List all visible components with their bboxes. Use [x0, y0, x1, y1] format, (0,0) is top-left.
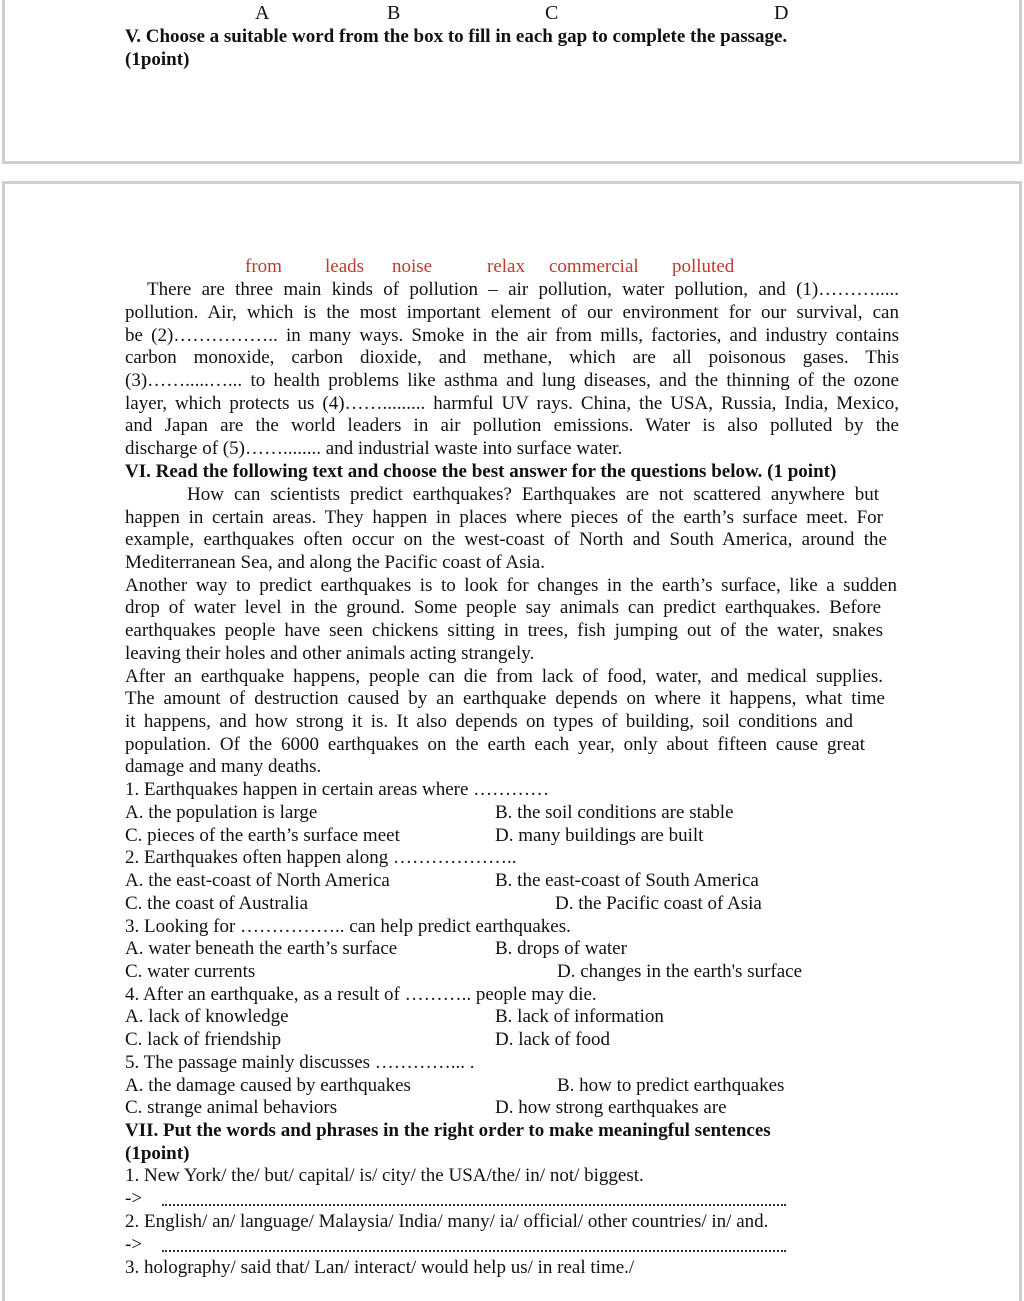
- answer-option[interactable]: B. the east-coast of South America: [495, 870, 759, 891]
- option-letter-c: C: [545, 2, 559, 24]
- answer-option[interactable]: C. pieces of the earth’s surface meet: [125, 825, 400, 846]
- answer-option[interactable]: A. the damage caused by earthquakes: [125, 1075, 411, 1096]
- reading-line: The amount of destruction caused by an earthquake depends on where it happens, what time: [125, 688, 885, 709]
- passage-line: be (2)…………….. in many ways. Smoke in the air from mills, factories, and industry contains: [125, 325, 899, 346]
- reading-line: example, earthquakes often occur on the west-coast of North and South America, around the: [125, 529, 887, 550]
- question-1: 1. Earthquakes happen in certain areas where …………: [125, 779, 550, 800]
- answer-option[interactable]: C. water currents: [125, 961, 256, 982]
- section-6-title: VI. Read the following text and choose the best answer for the questions below. (1 point): [125, 461, 837, 482]
- word-option: commercial: [549, 256, 639, 277]
- answer-option[interactable]: A. lack of knowledge: [125, 1006, 289, 1027]
- question-4: 4. After an earthquake, as a result of ……….. people may die.: [125, 984, 597, 1005]
- reading-line: earthquakes people have seen chickens sitting in trees, fish jumping out of the water, snakes: [125, 620, 883, 641]
- reading-line: population. Of the 6000 earthquakes on the earth each year, only about fifteen cause great: [125, 734, 865, 755]
- answer-option[interactable]: D. how strong earthquakes are: [495, 1097, 727, 1118]
- reading-line: After an earthquake happens, people can die from lack of food, water, and medical supplies.: [125, 666, 883, 687]
- reading-line: drop of water level in the ground. Some people say animals can predict earthquakes. Before: [125, 597, 881, 618]
- answer-option[interactable]: B. the soil conditions are stable: [495, 802, 734, 823]
- passage-line: (3)…….....…... to health problems like asthma and lung diseases, and the thinning of the ozone: [125, 370, 899, 391]
- passage-line: and Japan are the world leaders in air pollution emissions. Water is also polluted by the: [125, 415, 899, 436]
- answer-option[interactable]: B. lack of information: [495, 1006, 664, 1027]
- answer-option[interactable]: C. lack of friendship: [125, 1029, 282, 1050]
- passage-line: carbon monoxide, carbon dioxide, and methane, which are all poisonous gases. This: [125, 347, 899, 368]
- answer-option[interactable]: C. the coast of Australia: [125, 893, 309, 914]
- reorder-prompt: 1. New York/ the/ but/ capital/ is/ city/ the USA/the/ in/ not/ biggest.: [125, 1165, 644, 1186]
- word-option: polluted: [672, 256, 735, 277]
- reading-line: Another way to predict earthquakes is to look for changes in the earth’s surface, like a sudden: [125, 575, 897, 596]
- reorder-prompt: 2. English/ an/ language/ Malaysia/ India/ many/ ia/ official/ other countries/ in/ and.: [125, 1211, 769, 1232]
- reading-line: happen in certain areas. They happen in places where pieces of the earth’s surface meet. For: [125, 507, 883, 528]
- reading-line: it happens, and how strong it is. It also depends on types of building, soil conditions and: [125, 711, 853, 732]
- answer-option[interactable]: B. how to predict earthquakes: [557, 1075, 785, 1096]
- reorder-prompt: 3. holography/ said that/ Lan/ interact/ would help us/ in real time./: [125, 1257, 635, 1278]
- reading-line: damage and many deaths.: [125, 756, 322, 777]
- answer-option[interactable]: A. the population is large: [125, 802, 318, 823]
- question-2: 2. Earthquakes often happen along ………………..: [125, 847, 517, 868]
- answer-option[interactable]: C. strange animal behaviors: [125, 1097, 338, 1118]
- frame-upper: [2, 0, 1022, 164]
- section-7-title: VII. Put the words and phrases in the right order to make meaningful sentences: [125, 1120, 771, 1141]
- answer-option[interactable]: D. the Pacific coast of Asia: [555, 893, 762, 914]
- reading-line: Mediterranean Sea, and along the Pacific coast of Asia.: [125, 552, 545, 573]
- word-option: from: [245, 256, 282, 277]
- option-letter-d: D: [774, 2, 789, 24]
- answer-dotted-line[interactable]: [162, 1204, 786, 1206]
- passage-line: pollution. Air, which is the most important element of our environment for our survival, can: [125, 302, 899, 323]
- answer-arrow: ->: [125, 1188, 143, 1209]
- word-option: leads: [325, 256, 365, 277]
- passage-line: There are three main kinds of pollution – air pollution, water pollution, and (1)……….....: [147, 279, 899, 300]
- word-option: noise: [392, 256, 433, 277]
- passage-line: discharge of (5)……........ and industrial waste into surface water.: [125, 438, 623, 459]
- reading-line: leaving their holes and other animals acting strangely.: [125, 643, 535, 664]
- word-option: relax: [487, 256, 525, 277]
- reading-line: How can scientists predict earthquakes? Earthquakes are not scattered anywhere but: [187, 484, 879, 505]
- question-5: 5. The passage mainly discusses …………... .: [125, 1052, 475, 1073]
- section-5-points: (1point): [125, 49, 190, 70]
- answer-option[interactable]: D. lack of food: [495, 1029, 611, 1050]
- answer-option[interactable]: D. changes in the earth's surface: [557, 961, 803, 982]
- answer-option[interactable]: A. water beneath the earth’s surface: [125, 938, 398, 959]
- answer-option[interactable]: A. the east-coast of North America: [125, 870, 390, 891]
- section-5-title: V. Choose a suitable word from the box to fill in each gap to complete the passage.: [125, 26, 788, 47]
- option-letter-a: A: [255, 2, 270, 24]
- section-7-points: (1point): [125, 1143, 190, 1164]
- answer-option[interactable]: B. drops of water: [495, 938, 627, 959]
- passage-line: layer, which protects us (4)……......... harmful UV rays. China, the USA, Russia, India, Mexico,: [125, 393, 899, 414]
- answer-arrow: ->: [125, 1234, 143, 1255]
- answer-option[interactable]: D. many buildings are built: [495, 825, 704, 846]
- question-3: 3. Looking for …………….. can help predict earthquakes.: [125, 916, 571, 937]
- option-letter-b: B: [387, 2, 401, 24]
- answer-dotted-line[interactable]: [162, 1250, 786, 1252]
